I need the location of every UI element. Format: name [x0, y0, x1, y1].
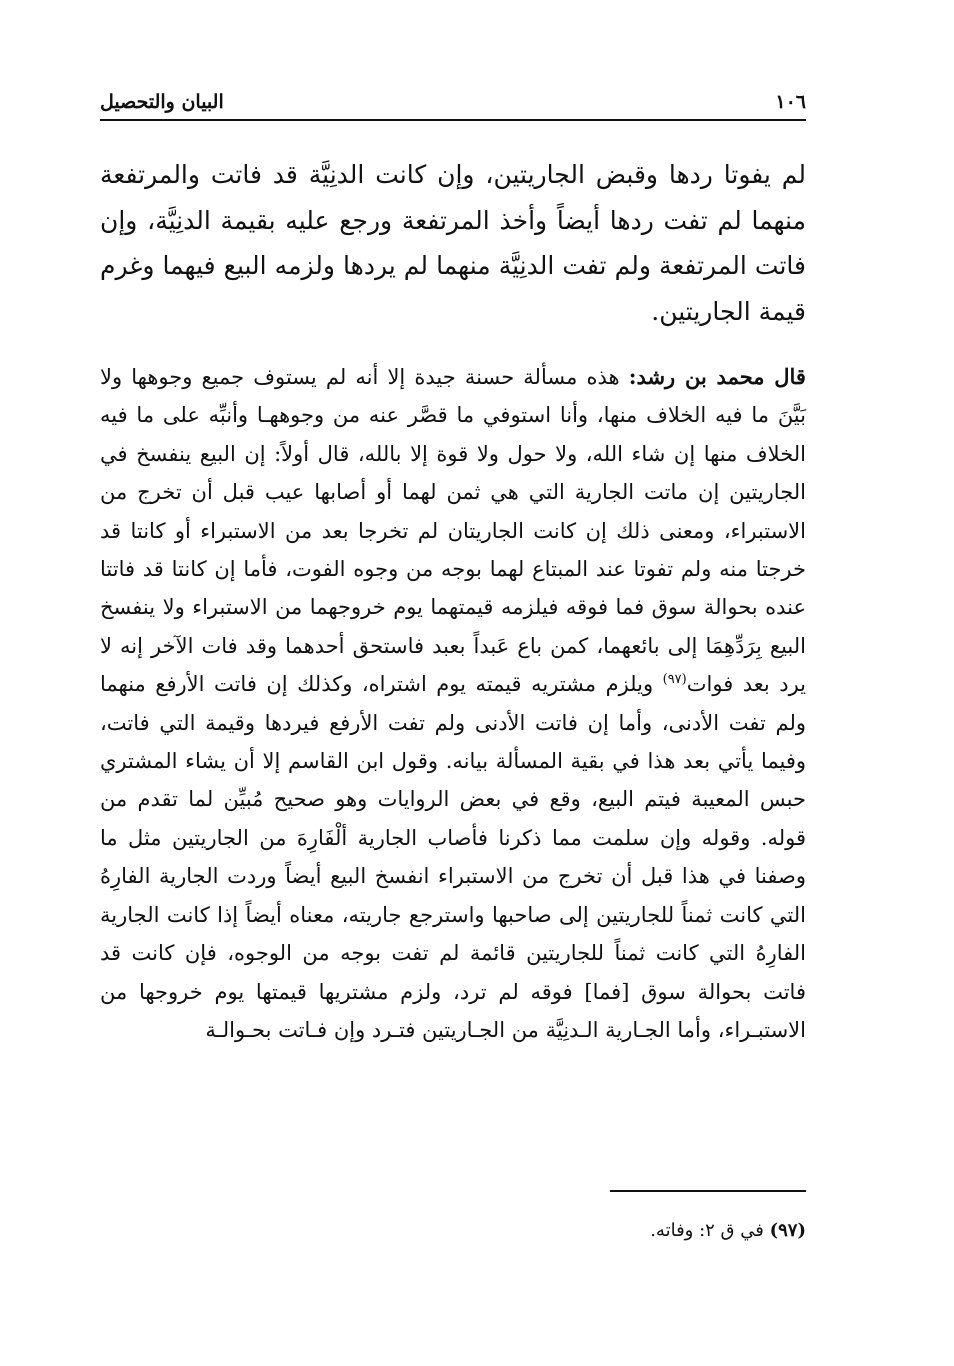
- paragraph-2-text-part-1: هذه مسألة حسنة جيدة إلا أنه لم يستوف جميع وجوهها ولا بَيَّنَ ما فيه الخلاف منها، وأنا استوفي ما قصَّر عنه من وجوههـا وأنبِّه على ما فيه الخلاف منها إن شاء الله، ولا حول ولا قوة إلا بالله، قال أولاً: إن البيع ينفسخ في الجاريتين إن ماتت الجارية التي هي ثمن لهما أو أصابها عيب قبل أن تخرج من الاستبراء، ومعنى ذلك إن كانت الجاريتان لم تخرجا بعد من الاستبراء أو كانتا قد خرجتا منه ولم تفوتا عند المبتاع لهما بوجه من وجوه الفوت، فأما إن كانتا قد فاتتا عنده بحوالة سوق فما فوقه فيلزمه قيمتهما يوم خروجهما من الاستبراء ولا ينفسخ البيع بِرَدِّهِمَا إلى بائعهما، كمن باع عَبداً بعبد فاستحق أحدهما وقد فات الآخر إنه لا يرد بعد فوات: [100, 365, 807, 697]
- footnote-reference[interactable]: (٩٧): [662, 672, 687, 688]
- body-paragraph-1: لم يفوتا ردها وقبض الجاريتين، وإن كانت الدنِيَّة قد فاتت والمرتفعة منهما لم تفت ردها أيضاً وأخذ المرتفعة ورجع عليه بقيمة الدنِيَّة، وإن فاتت المرتفعة ولم تفت الدنِيَّة منهما لم يردها ولزمه البيع فيهما وغرم قيمة الجاريتين.: [100, 160, 806, 326]
- paragraph-2-text-part-2: ويلزم مشتريه قيمته يوم اشتراه، وكذلك إن فاتت الأرفع منهما ولم تفت الأدنى، وأما إن فاتت الأدنى ولم تفت الأرفع فيردها وقيمة التي فاتت، وفيما يأتي بعد هذا في بقية المسألة بيانه. وقول ابن القاسم إلا أن يشاء المشتري حبس المعيبة فيتم البيع، وقع في بعض الروايات وهو صحيح مُبيِّن لما تقدم من قوله. وقوله وإن سلمت مما ذكرنا فأصاب الجارية ألْفَارِهَ من الجاريتين مثل ما وصفنا في هذا قبل أن تخرج من الاستبراء انفسخ البيع أيضاً وردت الجارية الفارِهُ التي كانت ثمناً للجاريتين إلى صاحبها واسترجع جاريته، معناه أيضاً إذا كانت الجارية الفارِهُ التي كانت ثمناً للجاريتين قائمة لم تفت بوجه من الوجوه، فإن كانت قد فاتت بحوالة سوق [فما] فوقه لم ترد، ولزم مشتريها قيمتها يوم خروجها من الاستبـراء، وأما الجـارية الـدنِيَّة من الجـاريتين فتـرد وإن فـاتت بحـوالـة: [100, 672, 806, 1042]
- footnote-divider: [610, 1190, 806, 1192]
- speaker-label: قال محمد بن رشد:: [628, 364, 806, 389]
- running-title: البيان والتحصيل: [100, 91, 224, 113]
- footnote-number: (٩٧): [769, 1220, 806, 1241]
- page-header: [100, 86, 806, 118]
- footnote: [100, 1216, 806, 1246]
- footnote-text: في ق ٢: وفاته.: [650, 1220, 764, 1241]
- page-number: ١٠٦: [775, 91, 806, 113]
- body-paragraph-2: [100, 358, 806, 1049]
- header-divider: [100, 119, 806, 121]
